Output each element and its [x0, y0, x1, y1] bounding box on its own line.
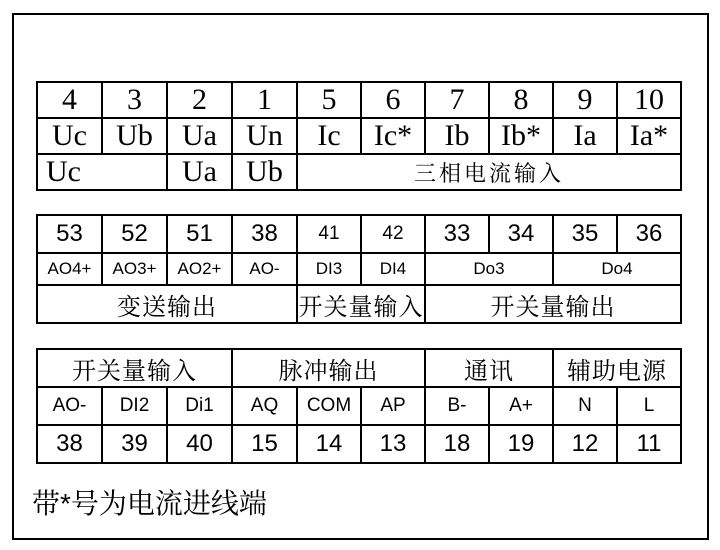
terminal-number: 3: [102, 82, 167, 118]
terminal-label: B-: [425, 387, 489, 425]
terminal-number: 18: [425, 425, 489, 463]
terminal-label: AP: [361, 387, 425, 425]
terminal-number: 35: [553, 215, 617, 253]
group-row: [37, 285, 681, 323]
terminal-label: AO2+: [167, 253, 232, 285]
group-label: 辅助电源: [553, 349, 681, 387]
voltage-phase-label: Ua: [167, 154, 232, 190]
terminal-number: 12: [553, 425, 617, 463]
terminal-label-row: [37, 387, 681, 425]
terminal-label: DI2: [102, 387, 167, 425]
terminal-label: Ib: [425, 118, 489, 154]
terminal-number: 39: [102, 425, 167, 463]
terminal-label-row: [37, 253, 681, 285]
terminal-label: Ic*: [361, 118, 425, 154]
terminal-number: 7: [425, 82, 489, 118]
aux-terminal-table: [36, 348, 682, 464]
terminal-label: A+: [489, 387, 553, 425]
terminal-number: 5: [297, 82, 361, 118]
terminal-label: COM: [297, 387, 361, 425]
terminal-label: AO-: [232, 253, 297, 285]
terminal-label: Ia: [553, 118, 617, 154]
terminal-number: 40: [167, 425, 232, 463]
terminal-label: Uc: [37, 118, 102, 154]
terminal-label: Ia*: [617, 118, 681, 154]
terminal-label: Di1: [167, 387, 232, 425]
terminal-label: Do4: [553, 253, 681, 285]
group-label: 通讯: [425, 349, 553, 387]
terminal-number: 34: [489, 215, 553, 253]
terminal-number: 11: [617, 425, 681, 463]
terminal-label: N: [553, 387, 617, 425]
terminal-label: DI3: [297, 253, 361, 285]
terminal-number: 4: [37, 82, 102, 118]
group-label: 开关量输入: [297, 285, 425, 323]
terminal-number-row: [37, 215, 681, 253]
terminal-label: DI4: [361, 253, 425, 285]
terminal-number: 38: [37, 425, 102, 463]
terminal-number: 33: [425, 215, 489, 253]
terminal-number: 10: [617, 82, 681, 118]
group-label: 三相电流输入: [297, 154, 681, 190]
terminal-number: 9: [553, 82, 617, 118]
group-label: 开关量输出: [425, 285, 681, 323]
terminal-number-row: [37, 425, 681, 463]
terminal-label: AQ: [232, 387, 297, 425]
group-label: 变送输出: [37, 285, 297, 323]
terminal-number-row: [37, 82, 681, 118]
terminal-number: 6: [361, 82, 425, 118]
terminal-number: 42: [361, 215, 425, 253]
group-label: 开关量输入: [37, 349, 232, 387]
terminal-number: 8: [489, 82, 553, 118]
terminal-number: 19: [489, 425, 553, 463]
terminal-label: Do3: [425, 253, 553, 285]
voltage-wiring-row: [37, 154, 681, 190]
terminal-label: Un: [232, 118, 297, 154]
terminal-number: 2: [167, 82, 232, 118]
group-row: [37, 349, 681, 387]
terminal-label: Ua: [167, 118, 232, 154]
voltage-current-terminal-table: [36, 81, 682, 191]
voltage-phase-label: Uc: [37, 154, 167, 190]
terminal-number: 51: [167, 215, 232, 253]
terminal-label: Ub: [102, 118, 167, 154]
terminal-number: 13: [361, 425, 425, 463]
terminal-label: L: [617, 387, 681, 425]
terminal-label: AO3+: [102, 253, 167, 285]
terminal-label-row: [37, 118, 681, 154]
terminal-number: 38: [232, 215, 297, 253]
group-label: 脉冲输出: [232, 349, 425, 387]
terminal-number: 14: [297, 425, 361, 463]
terminal-label: Ib*: [489, 118, 553, 154]
voltage-phase-label: Ub: [232, 154, 297, 190]
terminal-number: 36: [617, 215, 681, 253]
terminal-number: 52: [102, 215, 167, 253]
terminal-number: 15: [232, 425, 297, 463]
output-terminal-table: [36, 214, 682, 324]
terminal-number: 41: [297, 215, 361, 253]
terminal-label: Ic: [297, 118, 361, 154]
terminal-number: 53: [37, 215, 102, 253]
terminal-label: AO4+: [37, 253, 102, 285]
terminal-number: 1: [232, 82, 297, 118]
footnote: 带*号为电流进线端: [32, 488, 267, 519]
terminal-label: AO-: [37, 387, 102, 425]
